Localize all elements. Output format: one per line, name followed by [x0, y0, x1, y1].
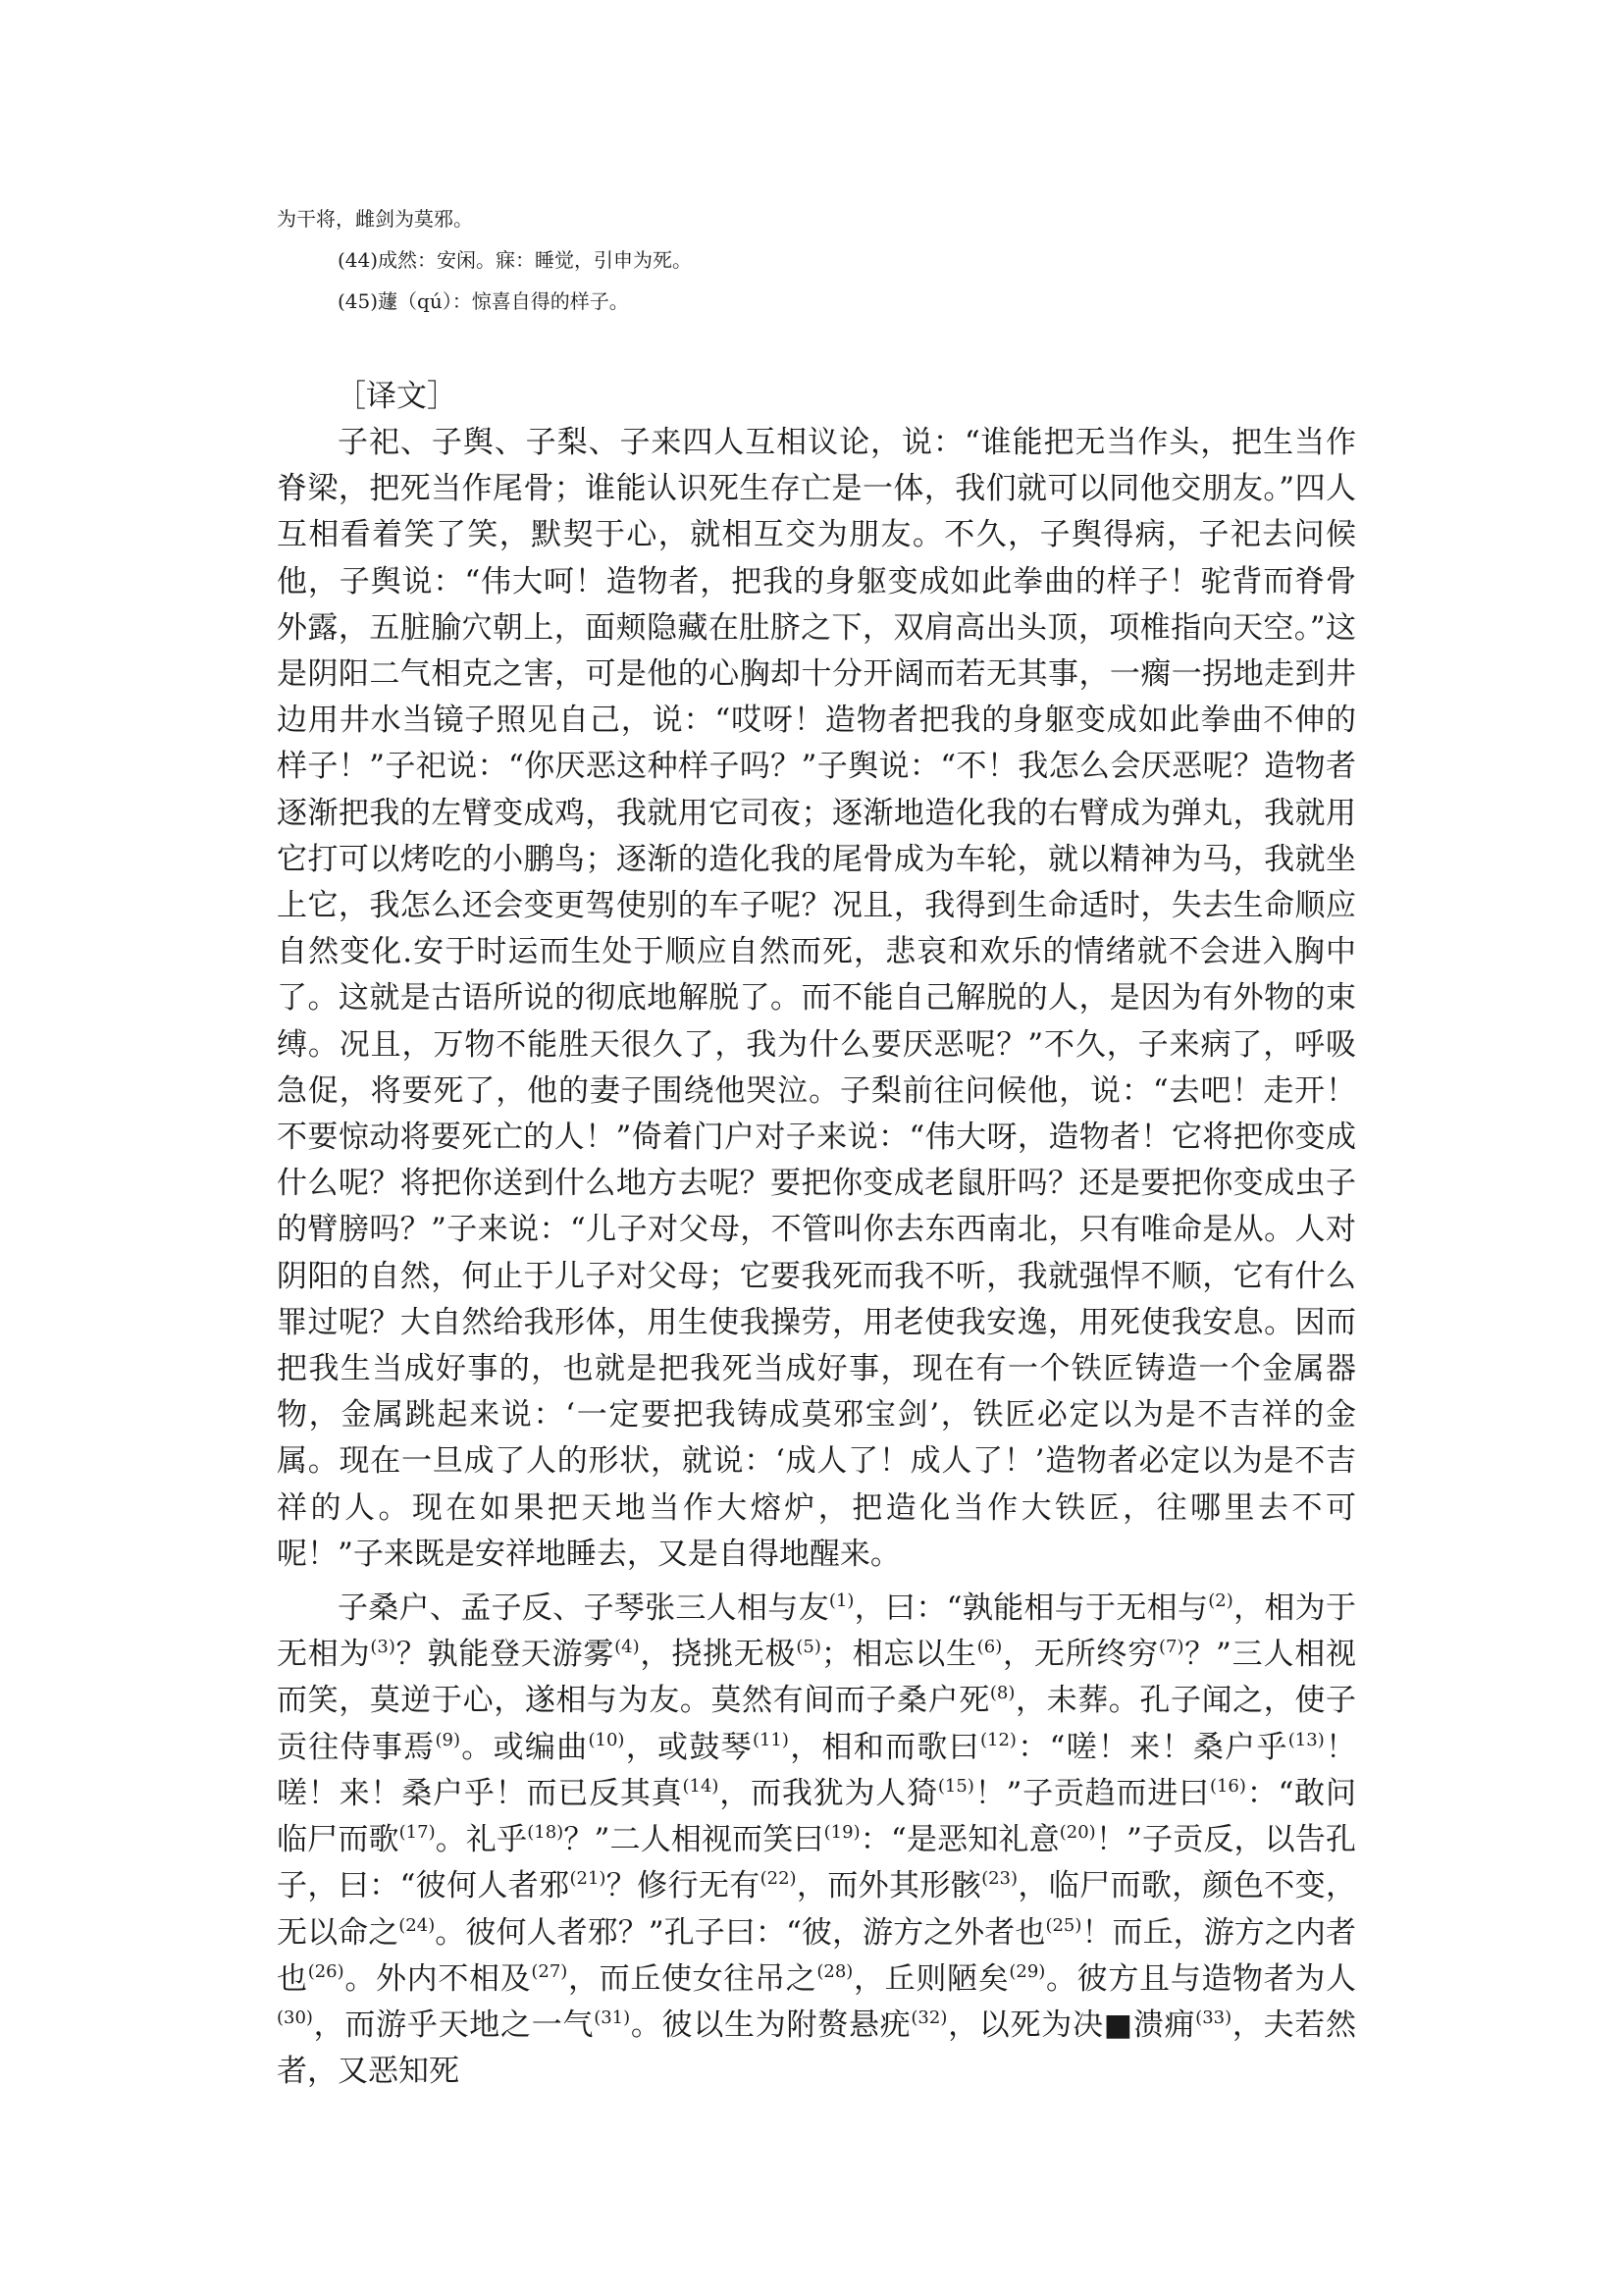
footnote-ref: (15): [937, 1775, 974, 1797]
body-text: [277, 420, 1356, 2095]
text-segment: ，以死为决: [947, 2007, 1104, 2043]
footnote-43-continuation: 为干将，雌剑为莫邪。: [277, 207, 473, 231]
text-segment: 。彼方且与造物者为人: [1045, 1960, 1357, 1997]
text-segment: ，而游乎天地之一气: [312, 2007, 595, 2043]
text-segment: 。或编曲: [460, 1729, 589, 1765]
footnote-ref: (2): [1208, 1590, 1233, 1612]
footnote-ref: (31): [594, 2007, 631, 2028]
footnote-ref: (32): [911, 2007, 948, 2028]
text-segment: 。彼以生为附赘悬疣: [630, 2007, 912, 2043]
footnotes: [277, 204, 1356, 328]
footnote-ref: (26): [307, 1960, 344, 1982]
text-segment: ！嗟！来！桑户乎！而已反其真: [277, 1729, 1357, 1811]
footnote-ref: (4): [614, 1637, 640, 1658]
text-segment: ，挠挑无极: [639, 1637, 797, 1673]
text-segment: ：“是恶知礼意: [860, 1822, 1060, 1858]
text-segment: ：“敢问临尸而歌: [277, 1775, 1356, 1858]
footnote-ref: (30): [277, 2007, 313, 2028]
translation-paragraph: 子祀、子舆、子梨、子来四人互相议论，说：“谁能把无当作头，把生当作脊梁，把死当作尾骨；谁能认识死生存亡是一体，我们就可以同他交朋友。”四人互相看着笑了笑，默契于心，就相互交为朋友。不久，子舆得病，子祀去问候他，子舆说：“伟大呵！造物者，把我的身躯变成如此拳曲的样子！驼背而脊骨外露，五脏腧穴朝上，面颊隐藏在肚脐之下，双肩高出头顶，项椎指向天空。”这是阴阳二气相克之害，可是他的心胸却十分开阔而若无其事，一瘸一拐地走到井边用井水当镜子照见自己，说：“哎呀！造物者把我的身躯变成如此拳曲不伸的样子！”子祀说：“你厌恶这种样子吗？”子舆说：“不！我怎么会厌恶呢？造物者逐渐把我的左臂变成鸡，我就用它司夜；逐渐地造化我的右臂成为弹丸，我就用它打可以烤吃的小鹏鸟；逐渐的造化我的尾骨成为车轮，就以精神为马，我就坐上它，我怎么还会变更驾使别的车子呢？况且，我得到生命适时，失去生命顺应自然变化.安于时运而生处于顺应自然而死，悲哀和欢乐的情绪就不会进入胸中了。这就是古语所说的彻底地解脱了。而不能自己解脱的人，是因为有外物的束缚。况且，万物不能胜天很久了，我为什么要厌恶呢？”不久，子来病了，呼吸急促，将要死了，他的妻子围绕他哭泣。子梨前往问候他，说：“去吧！走开！不要惊动将要死亡的人！”倚着门户对子来说：“伟大呀，造物者！它将把你变成什么呢？将把你送到什么地方去呢？要把你变成老鼠肝吗？还是要把你变成虫子的臂膀吗？”子来说：“儿子对父母，不管叫你去东西南北，只有唯命是从。人对阴阳的自然，何止于儿子对父母；它要我死而我不听，我就强悍不顺，它有什么罪过呢？大自然给我形体，用生使我操劳，用老使我安逸，用死使我安息。因而把我生当成好事的，也就是把我死当成好事，现在有一个铁匠铸造一个金属器物，金属跳起来说：‘一定要把我铸成莫邪宝剑’，铁匠必定以为是不吉祥的金属。现在一旦成了人的形状，就说：‘成人了！成人了！’造物者必定以为是不吉祥的人。现在如果把天地当作大熔炉，把造化当作大铁匠，往哪里去不可呢！”子来既是安祥地睡去，又是自得地醒来。: [277, 425, 1356, 1572]
footnote-ref: (22): [760, 1868, 797, 1890]
footnote-45: (45)蘧（qú）：惊喜自得的样子。: [338, 289, 629, 313]
footnote-ref: (19): [823, 1822, 861, 1844]
footnote-ref: (17): [398, 1822, 436, 1844]
footnote-ref: (13): [1287, 1729, 1325, 1750]
missing-glyph-mark: ■: [1103, 2007, 1133, 2043]
text-segment: ，丘则陋矣: [853, 1960, 1010, 1997]
footnote-ref: (6): [976, 1637, 1003, 1658]
footnote-ref: (16): [1209, 1775, 1246, 1797]
text-segment: ，临尸而歌，颜色不变，无以命之: [277, 1868, 1357, 1951]
text-segment: ？孰能登天游雾: [394, 1637, 615, 1673]
text-segment: ，相为于无相为: [277, 1590, 1356, 1673]
text-segment: ；相忘以生: [820, 1637, 977, 1673]
text-segment: ，而外其形骸: [796, 1868, 982, 1904]
text-segment: ？”三人相视而笑，莫逆于心，遂相与为友。莫然有间而子桑户死: [277, 1637, 1357, 1719]
footnote-ref: (20): [1059, 1822, 1096, 1844]
text-segment: ，或鼓琴: [624, 1729, 753, 1765]
footnote-ref: (24): [398, 1914, 436, 1936]
footnote-ref: (25): [1045, 1914, 1082, 1936]
footnote-ref: (18): [527, 1822, 564, 1844]
text-segment: ！而丘，游方之内者也: [277, 1914, 1357, 1997]
text-segment: 。彼何人者邪？”孔子曰：“彼，游方之外者也: [435, 1914, 1046, 1951]
section-heading: ［译文］: [336, 379, 457, 414]
text-segment: ，曰：“孰能相与于无相与: [854, 1590, 1209, 1627]
text-segment: 溃痈: [1132, 2007, 1196, 2043]
text-segment: 。外内不相及: [343, 1960, 532, 1997]
footnote-ref: (12): [980, 1729, 1017, 1750]
text-segment: ！”子贡反，以告孔子，曰：“彼何人者邪: [277, 1822, 1356, 1904]
text-segment: ？修行无有: [605, 1868, 760, 1904]
footnote-ref: (11): [752, 1729, 789, 1750]
text-segment: ，而丘使女往吊之: [567, 1960, 817, 1997]
footnote-44: (44)成然：安闲。寐：睡觉，引申为死。: [338, 248, 693, 272]
text-segment: ，而我犹为人猗: [718, 1775, 938, 1811]
footnote-ref: (1): [828, 1590, 855, 1612]
footnote-ref: (29): [1009, 1960, 1046, 1982]
footnote-ref: (7): [1158, 1637, 1184, 1658]
text-segment: ？”二人相视而笑曰: [563, 1822, 824, 1858]
text-segment: 。礼乎: [435, 1822, 528, 1858]
text-segment: ：“嗟！来！桑户乎: [1016, 1729, 1288, 1765]
footnote-ref: (23): [981, 1868, 1019, 1890]
text-segment: ，未葬。孔子闻之，使子贡往侍事焉: [277, 1683, 1357, 1765]
original-text-paragraph: [277, 1586, 1356, 2095]
footnote-ref: (9): [435, 1729, 460, 1750]
footnote-ref: (21): [569, 1868, 606, 1890]
text-segment: ，无所终穷: [1002, 1637, 1159, 1673]
footnote-ref: (27): [531, 1960, 568, 1982]
text-segment: ，相和而歌曰: [788, 1729, 980, 1765]
footnote-ref: (8): [989, 1683, 1016, 1704]
footnote-ref: (28): [816, 1960, 854, 1982]
footnote-ref: (14): [682, 1775, 719, 1797]
footnote-ref: (5): [796, 1637, 821, 1658]
footnote-ref: (3): [370, 1637, 395, 1658]
footnote-ref: (33): [1195, 2007, 1232, 2028]
footnote-ref: (10): [588, 1729, 625, 1750]
text-segment: ，夫若然者，又恶知死: [277, 2007, 1357, 2090]
text-segment: ！”子贡趋而进曰: [973, 1775, 1210, 1811]
text-segment: 子桑户、孟子反、子琴张三人相与友: [338, 1590, 829, 1627]
